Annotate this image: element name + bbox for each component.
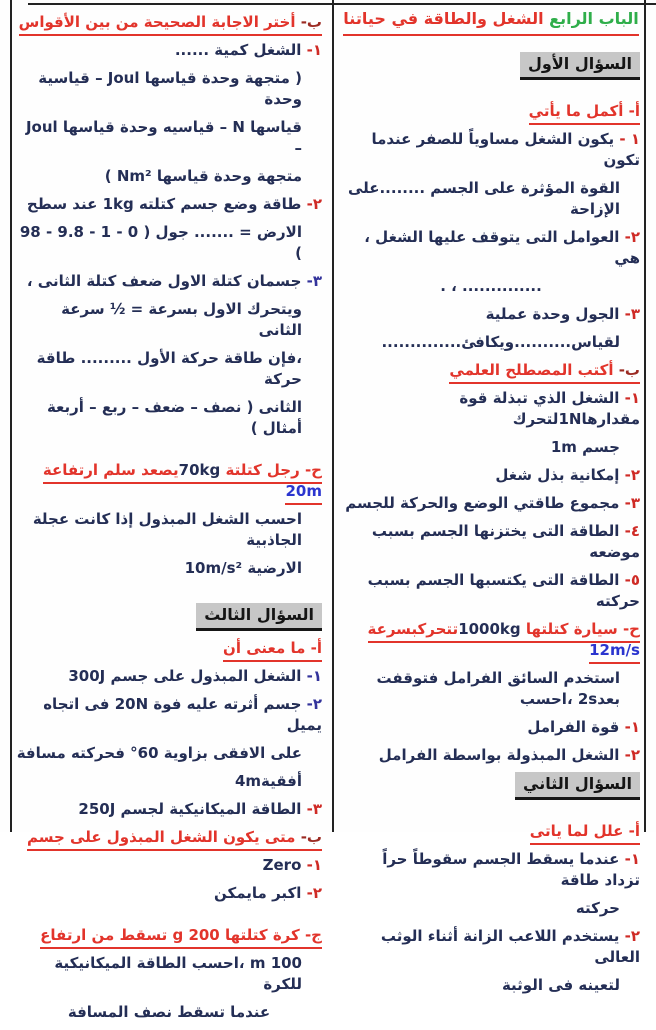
text-segment: على الافقى بزاوية 60° فحركته مسافة: [16, 744, 302, 762]
question-line: [16, 166, 322, 187]
text-segment: ب-: [295, 13, 322, 31]
line-text: [68, 1003, 270, 1021]
line-text: [38, 69, 302, 108]
text-segment: حركته: [575, 899, 620, 917]
question-line: [342, 898, 640, 919]
text-segment: علل لما ياتى: [529, 822, 624, 840]
line-text: [527, 718, 640, 736]
line-text: [495, 466, 640, 484]
text-segment: ١-: [619, 850, 640, 868]
question-line: [16, 222, 322, 264]
text-segment: مجموع طاقتي الوضع والحركة للجسم: [345, 494, 620, 512]
text-segment: عندما تسقط نصف المسافة: [67, 1003, 271, 1021]
line-text: [371, 130, 640, 169]
text-segment: الطاقة الميكانيكية لجسم 250J: [78, 800, 302, 818]
text-segment: تتحركبسرعة: [367, 620, 459, 638]
question-line: [342, 129, 640, 171]
left-column: [16, 12, 322, 1030]
text-segment: ب-: [295, 828, 322, 846]
line-text: [20, 223, 302, 262]
text-segment: أكتب المصطلح العلمي: [449, 361, 614, 379]
text-segment: ١-: [619, 718, 640, 736]
line-text: [185, 559, 302, 577]
line-text: [68, 667, 322, 685]
page-left-border: [10, 0, 12, 832]
question-line: [16, 694, 322, 736]
problem-falling-ball: [16, 925, 322, 946]
question-line: [342, 304, 640, 325]
line-text: [43, 461, 322, 505]
text-segment: الشغل الذي تبذلة قوة مقدارها1Nلتحرك: [459, 389, 640, 428]
line-text: [214, 884, 322, 902]
question-line: [16, 299, 322, 341]
text-segment: ٢-: [301, 695, 322, 713]
question-line: [16, 1002, 322, 1023]
page-right-border: [644, 0, 646, 832]
line-text: [459, 389, 640, 428]
text-segment: الشغل المبذول على جسم 300J: [68, 667, 302, 685]
subheading-choose: [16, 12, 322, 33]
page-top-border: [28, 3, 656, 5]
line-text: [61, 300, 302, 339]
question-line: [16, 666, 322, 687]
text-segment: أ-: [623, 822, 640, 840]
text-segment: سيارة كتلتها: [520, 620, 618, 638]
text-segment: السؤال الثاني: [523, 774, 632, 793]
question-line: [16, 953, 322, 995]
text-segment: يستخدم اللاعب الزانة أثناء الوثب العالى: [380, 927, 640, 966]
text-segment: ٣-: [619, 494, 640, 512]
text-segment: ( متجهة وحدة قياسها Joul – قياسية وحدة: [38, 69, 302, 108]
line-text: [348, 179, 620, 218]
line-text: [40, 926, 322, 949]
line-text: [372, 522, 640, 561]
subheading-explain: [342, 821, 640, 842]
question-line: [342, 276, 640, 297]
text-segment: يصعد سلم ارتفاعة: [42, 461, 179, 479]
text-segment: القوة المؤثرة على الجسم ........على الإزاحة: [347, 179, 620, 218]
text-segment: لقياس..........ويكافئ..............: [381, 333, 620, 351]
question-line: [342, 493, 640, 514]
line-text: [26, 118, 302, 157]
question-line: [342, 521, 640, 563]
text-segment: ٥-: [619, 571, 640, 589]
gap: [342, 87, 640, 101]
line-text: [486, 305, 640, 323]
text-segment: Zero: [262, 856, 302, 874]
question-line: [342, 668, 640, 710]
subheading-scientific-term: [342, 360, 640, 381]
problem-car: [342, 619, 640, 661]
line-text: [530, 822, 640, 845]
question-line: [342, 849, 640, 891]
text-segment: السؤال الثالث: [204, 605, 314, 624]
line-text: [368, 620, 641, 664]
line-text: [345, 494, 640, 512]
text-segment: ويتحرك الاول بسرعة = ½ سرعة الثانى: [61, 300, 302, 339]
text-segment: .............. ، .: [440, 277, 542, 295]
text-segment: 200 g: [172, 926, 220, 944]
question-line: [16, 271, 322, 292]
question-line: [16, 68, 322, 110]
text-segment: ٢-: [619, 228, 640, 246]
question-line: [342, 178, 640, 220]
gap: [342, 807, 640, 821]
line-text: [33, 510, 302, 549]
text-segment: قياسها N – قياسيه وحدة قياسها Joul –: [25, 118, 302, 157]
text-segment: أفقية4m: [234, 772, 302, 790]
text-segment: ١ -: [614, 130, 640, 148]
question-line: [342, 975, 640, 996]
text-segment: قوة الفرامل: [527, 718, 620, 736]
line-text: [520, 52, 640, 80]
text-segment: اكبر مايمكن: [214, 884, 302, 902]
text-segment: ١-: [619, 389, 640, 407]
text-segment: ٣-: [301, 800, 322, 818]
text-segment: الارضية 10m/s²: [184, 559, 302, 577]
line-text: [54, 954, 302, 993]
text-segment: الجول وحدة عملية: [485, 305, 620, 323]
text-segment: ١-: [301, 856, 322, 874]
line-text: [37, 349, 302, 388]
line-text: [379, 746, 640, 764]
question-line: [16, 348, 322, 390]
subheading-meaning: [16, 638, 322, 659]
text-segment: ما معنى أن: [223, 639, 306, 657]
question-line: [16, 558, 322, 579]
line-text: [27, 828, 322, 851]
text-segment: عندما يسقط الجسم سقوطاً حراً تزداد طاقة: [382, 850, 640, 889]
line-text: [382, 850, 640, 889]
text-segment: ج-: [299, 926, 322, 944]
column-divider: [332, 0, 334, 832]
text-segment: طاقة وضع جسم كتلته 1kg عند سطح: [26, 195, 302, 213]
text-segment: ٣-: [301, 272, 322, 290]
question-line: [342, 745, 640, 766]
line-text: [440, 277, 542, 295]
section-header-q1: [342, 53, 640, 75]
subheading-complete: [342, 101, 640, 122]
line-text: [449, 361, 640, 384]
text-segment: الطاقة التى يختزنها الجسم بسبب موضعه: [371, 522, 640, 561]
line-text: [529, 102, 640, 125]
text-segment: الشغل والطاقة في حياتنا: [343, 9, 544, 28]
question-line: [342, 332, 640, 353]
question-line: [16, 397, 322, 439]
line-text: [78, 800, 322, 818]
gap: [342, 35, 640, 49]
text-segment: الارض = ....... جول ( 0 - 1 - 9.8 - 98 ): [19, 223, 302, 262]
text-segment: كرة كتلتها: [219, 926, 300, 944]
text-segment: استخدم السائق الفرامل فتوقفت بعد2s ،احسب: [376, 669, 620, 708]
line-text: [343, 9, 638, 36]
question-line: [16, 743, 322, 764]
gap: [16, 446, 322, 460]
question-line: [342, 717, 640, 738]
question-line: [16, 799, 322, 820]
line-text: [19, 13, 322, 36]
question-line: [342, 465, 640, 486]
question-line: [16, 117, 322, 159]
text-segment: ب-: [613, 361, 640, 379]
line-text: [27, 272, 322, 290]
line-text: [196, 603, 322, 631]
text-segment: أ-: [305, 639, 322, 657]
question-line: [342, 227, 640, 269]
text-segment: أختر الاجابة الصحيحة من بين الأقواس: [18, 13, 296, 31]
question-line: [16, 771, 322, 792]
line-text: [368, 571, 640, 610]
text-segment: ٤-: [619, 522, 640, 540]
chapter-title: [342, 8, 640, 29]
text-segment: ٢-: [301, 884, 322, 902]
text-segment: 20m: [285, 482, 322, 500]
line-text: [515, 772, 640, 800]
text-segment: يكون الشغل مساوياً للصفر عندما تكون: [371, 130, 640, 169]
question-line: [342, 570, 640, 612]
text-segment: الشغل كمية ......: [174, 41, 302, 59]
text-segment: ٢-: [301, 195, 322, 213]
question-line: [16, 40, 322, 61]
text-segment: تسقط من ارتفاع: [40, 926, 173, 944]
text-segment: الطاقة التى يكتسبها الجسم بسبب حركته: [367, 571, 640, 610]
gap: [16, 911, 322, 925]
question-line: [16, 855, 322, 876]
text-segment: ٢-: [619, 927, 640, 945]
line-text: [381, 927, 640, 966]
text-segment: أ-: [623, 102, 640, 120]
text-segment: ٢-: [619, 746, 640, 764]
line-text: [551, 438, 620, 456]
text-segment: ٢-: [619, 466, 640, 484]
text-segment: 12m/s: [589, 641, 640, 659]
text-segment: لتعينه فى الوثبة: [501, 976, 620, 994]
section-header-q2: [342, 773, 640, 795]
text-segment: إمكانية بذل شغل: [495, 466, 620, 484]
text-segment: ١-: [301, 41, 322, 59]
question-line: [16, 194, 322, 215]
line-text: [17, 744, 302, 762]
line-text: [43, 695, 322, 734]
question-line: [342, 926, 640, 968]
line-text: [175, 41, 322, 59]
text-segment: ١-: [301, 667, 322, 685]
line-text: [376, 669, 620, 708]
problem-man-ladder: [16, 460, 322, 502]
line-text: [263, 856, 322, 874]
section-header-q3: [16, 604, 322, 626]
text-segment: جسم أثرته عليه فوة 20N فى اتجاه يميل: [43, 695, 322, 734]
line-text: [235, 772, 302, 790]
line-text: [223, 639, 322, 662]
question-line: [342, 437, 640, 458]
text-segment: رجل كتلتة: [220, 461, 300, 479]
text-segment: أكمل ما يأتي: [528, 102, 624, 120]
line-text: [576, 899, 620, 917]
subheading-when-work: [16, 827, 322, 848]
text-segment: متجهة وحدة قياسها Nm² ): [104, 167, 302, 185]
text-segment: جسمان كتلة الاول ضعف كتلة الثانى ،: [26, 272, 302, 290]
line-text: [105, 167, 302, 185]
text-segment: 100 m ،احسب الطاقة الميكانيكية للكرة: [54, 954, 302, 993]
text-segment: احسب الشغل المبذول إذا كانت عجلة الجاذبية: [32, 510, 302, 549]
text-segment: العوامل التى يتوقف عليها الشغل ، هي: [364, 228, 640, 267]
line-text: [27, 195, 322, 213]
text-segment: الشغل المبذولة بواسطة الفرامل: [378, 746, 620, 764]
text-segment: ،فإن طاقة حركة الأول ......... طاقة حركة: [36, 349, 302, 388]
text-segment: 1000kg: [458, 620, 521, 638]
text-segment: الثانى ( نصف – ضعف – ربع – أربعة أمثال ): [46, 398, 302, 437]
question-line: [16, 509, 322, 551]
text-segment: جسم 1m: [550, 438, 620, 456]
text-segment: السؤال الأول: [528, 54, 632, 73]
question-line: [16, 883, 322, 904]
text-segment: الباب الرابع: [543, 9, 639, 28]
text-segment: ح-: [617, 620, 640, 638]
text-segment: متى يكون الشغل المبذول على جسم: [26, 828, 296, 846]
line-text: [381, 333, 620, 351]
line-text: [364, 228, 640, 267]
line-text: [502, 976, 620, 994]
line-text: [47, 398, 302, 437]
text-segment: ٣-: [619, 305, 640, 323]
text-segment: ح-: [299, 461, 322, 479]
gap: [16, 586, 322, 600]
right-column: [342, 8, 640, 1003]
question-line: [342, 388, 640, 430]
text-segment: 70kg: [178, 461, 221, 479]
